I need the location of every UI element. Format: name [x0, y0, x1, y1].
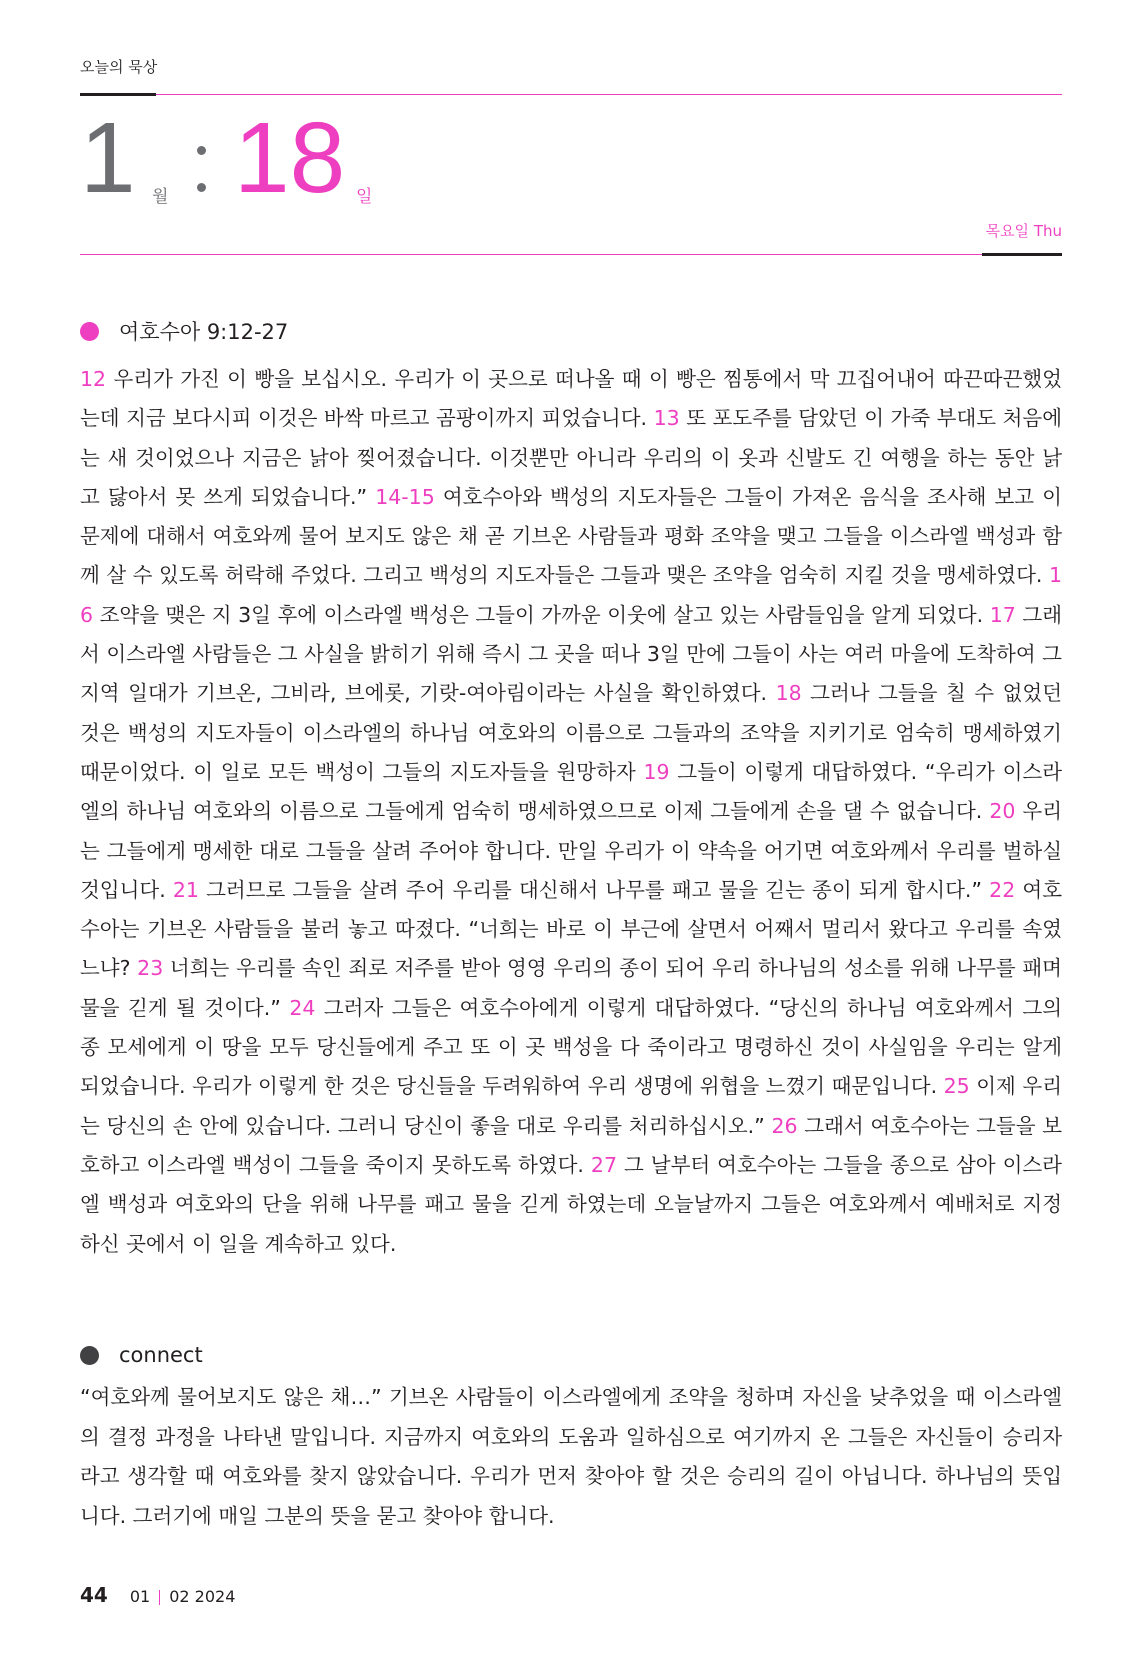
month-unit: 월	[152, 187, 169, 207]
date-divider	[80, 254, 1062, 255]
bullet-icon	[80, 322, 99, 341]
issue-info	[130, 1587, 236, 1606]
page-footer	[80, 1583, 235, 1607]
issue-month: 01	[129, 1587, 151, 1606]
verse-number: 24	[289, 995, 316, 1020]
verse-text: 조약을 맺은 지 3일 후에 이스라엘 백성은 그들이 가까운 이웃에 살고 있는 사람들임을 알게 되었다.	[93, 602, 990, 627]
verse-number: 22	[989, 877, 1016, 902]
connect-title: connect	[119, 1343, 203, 1367]
day-number: 18	[234, 102, 346, 214]
verse-text: 그들이 이렇게 대답하였다. “우리가 이스라엘의 하나님 여호와의 이름으로 그들에게 엄숙히 맹세하였으므로 이제 그들에게 손을 댈 수 없습니다.	[80, 759, 1062, 824]
day-unit: 일	[356, 187, 373, 207]
verse-text: 여호수아와 백성의 지도자들은 그들이 가져온 음식을 조사해 보고 이 문제에 대해서 여호와께 물어 보지도 않은 채 곧 기브온 사람들과 평화 조약을 맺고 그들을 이스라엘 백성과 함께 살 수 있도록 허락해 주었다. 그리고 백성의 지도자들은 그들과 맺은 조약을 엄숙히 지킬 것을 맹세하였다.	[80, 484, 1062, 588]
verse-number: 23	[137, 956, 164, 981]
issue-date: 02 2024	[169, 1587, 236, 1606]
verse-number: 20	[989, 799, 1016, 824]
top-divider-accent	[80, 93, 156, 96]
verse-text: 너희는 우리를 속인 죄로 저주를 받아 영영 우리의 종이 되어 우리 하나님의 성소를 위해 나무를 패며 물을 긷게 될 것이다.”	[80, 956, 1062, 1020]
verse-number: 13	[653, 406, 680, 431]
date-display	[80, 102, 1062, 218]
verse-text: 우리가 가진 이 빵을 보십시오. 우리가 이 곳으로 떠나올 때 이 빵은 찜통에서 막 끄집어내어 따끈따끈했었는데 지금 보다시피 이것은 바싹 마르고 곰팡이까지 피었습니다.	[80, 367, 1062, 431]
date-divider-accent	[982, 253, 1062, 256]
verse-number: 21	[172, 877, 199, 902]
verse-number: 27	[590, 1152, 617, 1177]
verse-number: 14-15	[375, 484, 435, 509]
verse-text: 그러므로 그들을 살려 주어 우리를 대신해서 나무를 패고 물을 긷는 종이 되게 합시다.”	[198, 877, 990, 902]
verse-number: 19	[643, 759, 670, 784]
scripture-heading	[80, 316, 288, 346]
scripture-text	[80, 360, 1062, 1264]
verse-number: 18	[775, 681, 802, 706]
verse-text: 그러자 그들은 여호수아에게 이렇게 대답하였다. “당신의 하나님 여호와께서 그의 종 모세에게 이 땅을 모두 당신들에게 주고 또 이 곳 백성을 다 죽이라고 명령하신 것이 사실임을 우리는 알게 되었습니다. 우리가 이렇게 한 것은 당신들을 두려워하여 우리 생명에 위협을 느꼈기 때문입니다.	[80, 995, 1062, 1099]
verse-text: 그러나 그들을 칠 수 없었던 것은 백성의 지도자들이 이스라엘의 하나님 여호와의 이름으로 그들과의 조약을 지키기로 엄숙히 맹세하였기 때문이었다. 이 일로 모든 백성이 그들의 지도자들을 원망하자	[80, 681, 1062, 784]
weekday-label: 목요일 Thu	[985, 222, 1062, 240]
scripture-reference: 여호수아 9:12-27	[119, 320, 289, 344]
verse-text: 그래서 여호수아는 그들을 보호하고 이스라엘 백성이 그들을 죽이지 못하도록 하였다.	[80, 1113, 1063, 1177]
month-number: 1	[80, 102, 136, 214]
bullet-icon	[80, 1346, 99, 1365]
verse-number: 12	[80, 367, 107, 391]
verse-text: 또 포도주를 담았던 이 가죽 부대도 처음에는 새 것이었으나 지금은 낡아 찢어졌습니다. 이것뿐만 아니라 우리의 이 옷과 신발도 긴 여행을 하는 동안 낡고 닳아서 못 쓰게 되었습니다.”	[80, 406, 1063, 509]
verse-text: 그래서 이스라엘 사람들은 그 사실을 밝히기 위해 즉시 그 곳을 떠나 3일 만에 그들이 사는 여러 마을에 도착하여 그 지역 일대가 기브온, 그비라, 브에롯, 기랏-여아림이라는 사실을 확인하였다.	[80, 602, 1063, 706]
verse-number: 16	[80, 563, 1062, 627]
verse-text: 우리는 그들에게 맹세한 대로 그들을 살려 주어야 합니다. 만일 우리가 이 약속을 어기면 여호와께서 우리를 벌하실 것입니다.	[80, 799, 1063, 902]
verse-text: 여호수아는 기브온 사람들을 불러 놓고 따졌다. “너희는 바로 이 부근에 살면서 어째서 멀리서 왔다고 우리를 속였느냐?	[80, 877, 1062, 981]
connect-text: “여호와께 물어보지도 않은 채…” 기브온 사람들이 이스라엘에게 조약을 청하며 자신을 낮추었을 때 이스라엘의 결정 과정을 나타낸 말입니다. 지금까지 여호와의 도움과 일하심으로 여기까지 온 그들은 자신들이 승리자라고 생각할 때 여호와를 찾지 않았습니다. 우리가 먼저 찾아야 할 것은 승리의 길이 아닙니다. 하나님의 뜻입니다. 그러기에 매일 그분의 뜻을 묻고 찾아야 합니다.	[80, 1385, 1062, 1528]
top-divider	[80, 94, 1062, 95]
verse-text: 그 날부터 여호수아는 그들을 종으로 삼아 이스라엘 백성과 여호와의 단을 위해 나무를 패고 물을 긷게 하였는데 오늘날까지 그들은 여호와께서 예배처로 지정하신 곳에서 이 일을 계속하고 있다.	[80, 1152, 1062, 1256]
verse-number: 25	[943, 1074, 970, 1099]
verse-number: 17	[989, 602, 1016, 627]
verse-text: 이제 우리는 당신의 손 안에 있습니다. 그러니 당신이 좋을 대로 우리를 처리하십시오.”	[80, 1074, 1062, 1138]
section-label: 오늘의 묵상	[80, 58, 158, 76]
page-number: 44	[80, 1583, 108, 1607]
connect-heading	[80, 1343, 203, 1367]
verse-number: 26	[771, 1113, 798, 1138]
date-colon	[197, 146, 207, 192]
